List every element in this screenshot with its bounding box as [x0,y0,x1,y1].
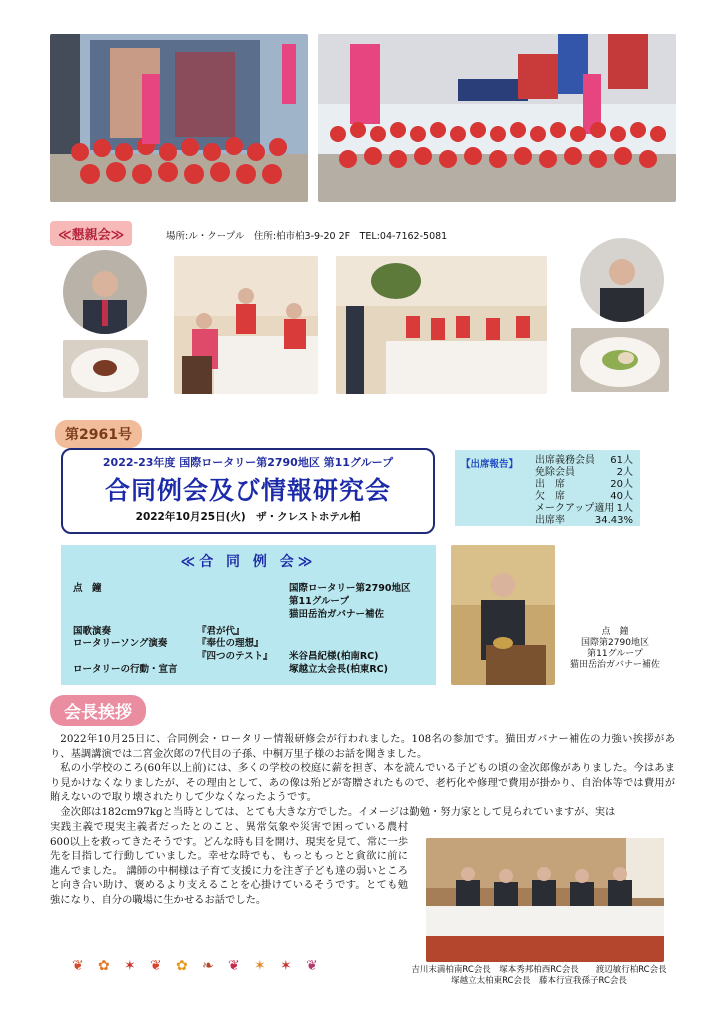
attendance-row: 出席義務会員 61人 [535,455,633,466]
attendance-row: 出 席 20人 [535,479,633,490]
event-subtitle: 2022-23年度 国際ロータリー第2790地区 第11グループ [102,456,394,469]
program-title: ≪合 同 例 会≫ [180,554,317,570]
song-2: 『四つのテスト』 [197,651,273,662]
greeting-paragraph: 2022年10月25日に、合同例会・ロータリー情報研修会が行われました。108名の参加です。猫田ガバナー補佐の力強い挨拶があり、基調講演では二宮金次郎の7代目の子孫、中桐万里子様のお話を聞きました。 [50,733,675,760]
event-title: 合同例会及び情報研究会 [104,476,391,505]
action-person: 塚越立太会長(柏東RC) [289,664,388,675]
autumn-leaves-decoration [72,958,352,982]
attendance-row: メークアップ適用 1人 [535,503,633,514]
bell-photo-caption: 点 鐘 国際第2790地区 第11グループ 猫田岳治ガバナー補佐 [569,627,660,670]
dish-photo-left [63,340,148,398]
leaf-icon: ❦ [150,958,162,974]
kondankai-venue: 場所:ル・クープル 住所:柏市柏3-9-20 2F TEL:04-7162-5081 [166,231,448,242]
bell-person-2: 第11グループ [289,596,349,607]
song-person: 米谷昌紀様(柏南RC) [289,651,379,662]
greeting-paragraph: 私の小学校のころ(60年以上前)には、多くの学校の校庭に薪を担ぎ、本を読んでいる子どもの頃の金次郎像がありました。今はあまり見かけなくなりましたが、その理由として、あの像は殆どが寄贈されたもので、老朽化や修理で費用が掛かり、自治体等では費用が賄えないので取り壊されたりして少なくなったようです。 [50,762,675,804]
issue-number-badge: 第2961号 [55,420,142,448]
leaf-icon: ❦ [72,958,84,974]
leaf-icon: ❦ [228,958,240,974]
bell-label: 点 鐘 [73,583,102,594]
attendance-row: 出席率 34.43% [535,515,633,526]
maple-leaf-icon: ✶ [280,958,292,974]
presidents-photo [426,838,664,962]
song-label: ロータリーソング演奏 [73,638,168,649]
attendance-row: 免除会員 2人 [535,467,633,478]
party-photo-1 [174,256,318,394]
group-photo-left [50,34,308,202]
program-box [61,545,436,685]
portrait-photo-right [580,238,664,322]
bell-person-1: 国際ロータリー第2790地区 [289,583,411,594]
leaf-icon: ❦ [306,958,318,974]
maple-leaf-icon: ✶ [124,958,136,974]
dish-photo-right [571,328,669,392]
attendance-label: 【出席報告】 [461,459,519,470]
anthem-label: 国歌演奏 [73,626,112,637]
event-date: 2022年10月25日(火) ザ・クレストホテル柏 [135,511,361,523]
maple-leaf-icon: ✶ [254,958,266,974]
attendance-table [535,455,633,527]
party-photo-2 [336,256,547,394]
bell-photo [451,545,555,685]
greeting-paragraph: 実践主義で現実主義者だったとのこと、異常気象や災害で困っている農村600以上を救ってきたそうです。どんな時も目を開け、現実を見て、常に一歩先を目指して行動していました。幸せな時でも、もっともっとと貪欲に前に進んでました。 講師の中桐様は子育て支援に力を注ぎ子ども達の弱いところと向き合い助け、褒めるより支えることを心掛けているそうです。とても勉強になり、自分の職場に生かせるお話でした。 [50,821,409,906]
attendance-report [455,450,640,526]
ginkgo-leaf-icon: ✿ [176,958,188,974]
leaf-icon: ✿ [98,958,110,974]
president-greeting-title: 会長挨拶 [50,695,146,726]
song-1: 『奉仕の理想』 [197,638,264,649]
greeting-body-top [50,732,675,820]
greeting-body-bottom [50,820,408,908]
portrait-photo-left [63,250,147,334]
leaf-icon: ❧ [202,958,214,974]
presidents-photo-caption: 吉川末満柏南RC会長 塚本秀邦柏西RC会長 渡辺敏行柏RC会長 塚越立太柏東RC会長 藤本行宣我孫子RC会長 [411,965,667,986]
greeting-paragraph: 金次郎は182cm97kgと当時としては、とても大きな方でした。イメージは勤勉・努力家として見られていますが、実は [60,805,616,818]
group-photo-right [318,34,676,202]
action-label: ロータリーの行動・宣言 [73,664,178,675]
event-title-banner [61,448,435,534]
anthem-song: 『君が代』 [197,626,245,637]
attendance-row: 欠 席 40人 [535,491,633,502]
bell-person-3: 猫田岳治ガバナー補佐 [289,609,385,620]
kondankai-title: ≪懇親会≫ [50,221,132,246]
